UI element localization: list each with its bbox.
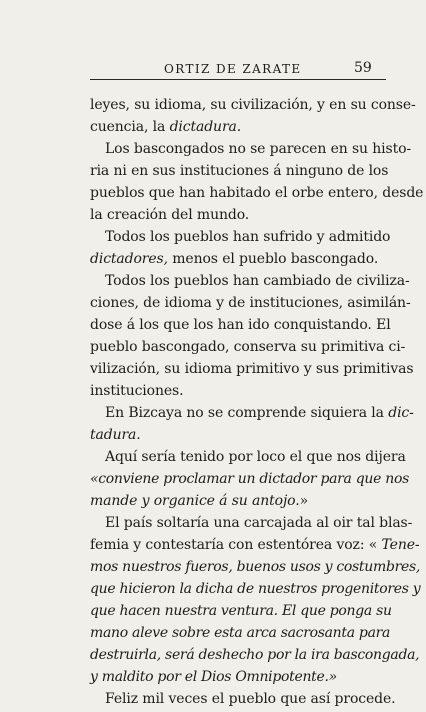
page-number: 59: [354, 60, 372, 76]
text-line: la creación del mundo.: [90, 207, 250, 223]
text-line: mos nuestros fueros, buenos usos y costumbres,: [90, 559, 421, 575]
text-line: dictadores, menos el pueblo bascongado.: [90, 251, 379, 267]
header-rule: [90, 79, 386, 80]
text-line: dose á los que los han ido conquistando. El: [90, 317, 391, 333]
text-line: Todos los pueblos han cambiado de civiliza-: [105, 273, 410, 289]
text-line: mande y organice á su antojo.»: [90, 493, 309, 509]
text-line: pueblo bascongado, conserva su primitiva ci-: [90, 339, 406, 355]
text-line: pueblos que han habitado el orbe entero, desde: [90, 185, 424, 201]
text-line: mano aleve sobre esta arca sacrosanta para: [90, 625, 391, 641]
text-line: Todos los pueblos han sufrido y admitido: [105, 229, 391, 245]
text-line: ria ni en sus instituciones á ninguno de los: [90, 163, 389, 179]
text-line: vilización, su idioma primitivo y sus primitivas: [90, 361, 414, 377]
text-line: que hicieron la dicha de nuestros progenitores y: [90, 581, 421, 597]
text-line: Los bascongados no se parecen en su histo-: [105, 141, 411, 157]
text-line: ciones, de idioma y de instituciones, asimilán-: [90, 295, 411, 311]
text-line: instituciones.: [90, 383, 184, 399]
text-line: y maldito por el Dios Omnipotente.»: [90, 669, 337, 685]
text-line: leyes, su idioma, su civilización, y en su conse-: [90, 97, 416, 113]
text-line: femia y contestaría con estentórea voz: « Tene-: [90, 537, 420, 553]
text-line: tadura.: [90, 427, 141, 443]
text-line: Aquí sería tenido por loco el que nos dijera: [105, 449, 406, 465]
text-line: El país soltaría una carcajada al oir tal blas-: [105, 515, 413, 531]
text-line: cuencia, la dictadura.: [90, 119, 242, 135]
text-line: En Bizcaya no se comprende siquiera la dic-: [105, 405, 414, 421]
text-line: destruirla, será deshecho por la ira bascongada,: [90, 647, 420, 663]
text-line: «conviene proclamar un dictador para que nos: [90, 471, 409, 487]
text-line: que hacen nuestra ventura. El que ponga su: [90, 603, 392, 619]
running-title: ORTIZ DE ZARATE: [164, 62, 302, 76]
text-line: Feliz mil veces el pueblo que así procede.: [105, 691, 396, 707]
